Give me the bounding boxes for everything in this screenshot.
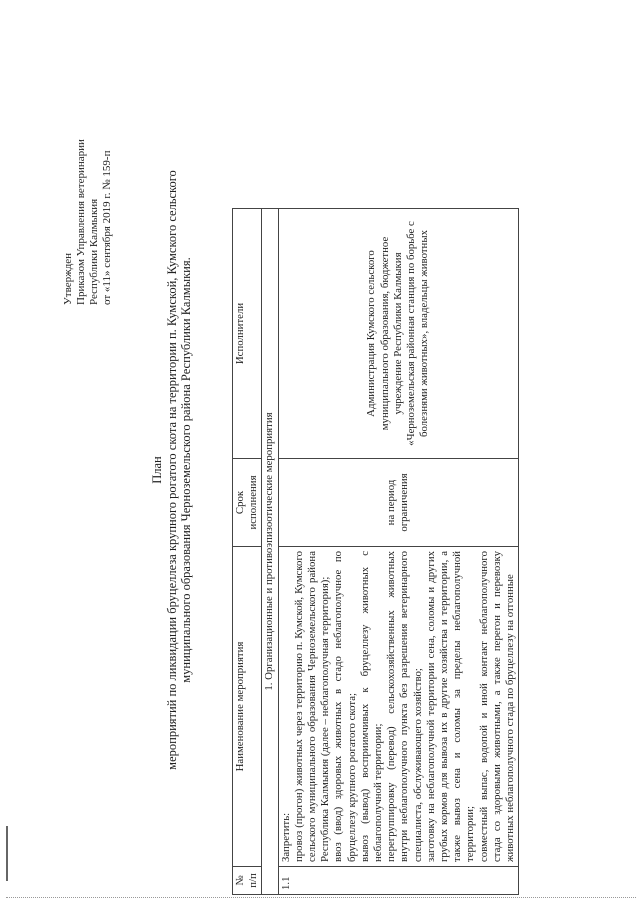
scan-artifact: [6, 826, 8, 881]
approval-line: от «11» сентября 2019 г. № 159-п: [101, 150, 113, 305]
measure-item: ввоз (ввод) здоровых животных в стадо неблагополучное по бруцеллезу крупного рогатого скота;: [332, 551, 358, 862]
scan-edge: [6, 897, 636, 899]
title-line: муниципального образования Черноземельского района Республики Калмыкия.: [179, 257, 193, 683]
approval-line: Приказом Управления ветеринарии: [75, 139, 87, 305]
table-row: [278, 209, 519, 895]
header-executors: Исполнители: [233, 209, 262, 459]
measure-item: вывоз (вывод) восприимчивых к бруцеллезу животных с неблагополучной территории;: [358, 551, 385, 862]
row-number: 1.1: [278, 867, 519, 895]
header-num: № п/п: [233, 867, 262, 895]
measure-item: совместный выпас, водопой и иной контакт неблагополучного стада со здоровыми животными, а также перегон и перевозку животных неблагополучного стада по бруцеллезу на отгонные: [477, 551, 517, 862]
section-row: [262, 209, 278, 895]
plan-title: [150, 75, 194, 865]
measure-item: Запретить:: [279, 812, 292, 862]
measure-item: перегруппировку (перевод) сельскохозяйственных животных внутри неблагополучного пункта без разрешения ветеринарного специалиста, обслуживающего хозяйство;: [385, 551, 424, 862]
measure-item: провоз (прогон) животных через территорию п. Кумской, Кумского сельского муниципального образования Черноземельского района Республика Калмыкия (далее – неблагополучная территория);: [292, 551, 332, 862]
header-name: Наименование мероприятия: [233, 547, 262, 867]
measure-item: заготовку на неблагополучной территории сена, соломы и других грубых кормов для вывоза их в другие хозяйства и территории, а также вывоз сена и соломы за пределы неблагополучной территории;: [424, 551, 477, 862]
measures-cell: [278, 547, 519, 867]
executors-cell: Администрация Кумского сельского муниципального образования, бюджетное учреждение Республики Калмыкия «Черноземельская районная станция по борьбе с болезнями животных», владельцы животных: [278, 209, 519, 459]
title-line: План: [150, 456, 164, 484]
table-header-row: [233, 209, 262, 895]
term-cell: на период ограничения: [278, 459, 519, 547]
title-line: мероприятий по ликвидации бруцеллеза крупного рогатого скота на территории п. Кумской, Кумского сельского: [164, 170, 179, 770]
plan-table: [232, 208, 519, 895]
section-title: 1. Организационные и противоэпизоотические мероприятия: [262, 209, 278, 895]
approval-block: [62, 45, 114, 305]
approval-line: Республики Калмыкия: [88, 198, 100, 305]
header-term: Срок исполнения: [233, 459, 262, 547]
approval-line: Утвержден: [62, 252, 74, 305]
